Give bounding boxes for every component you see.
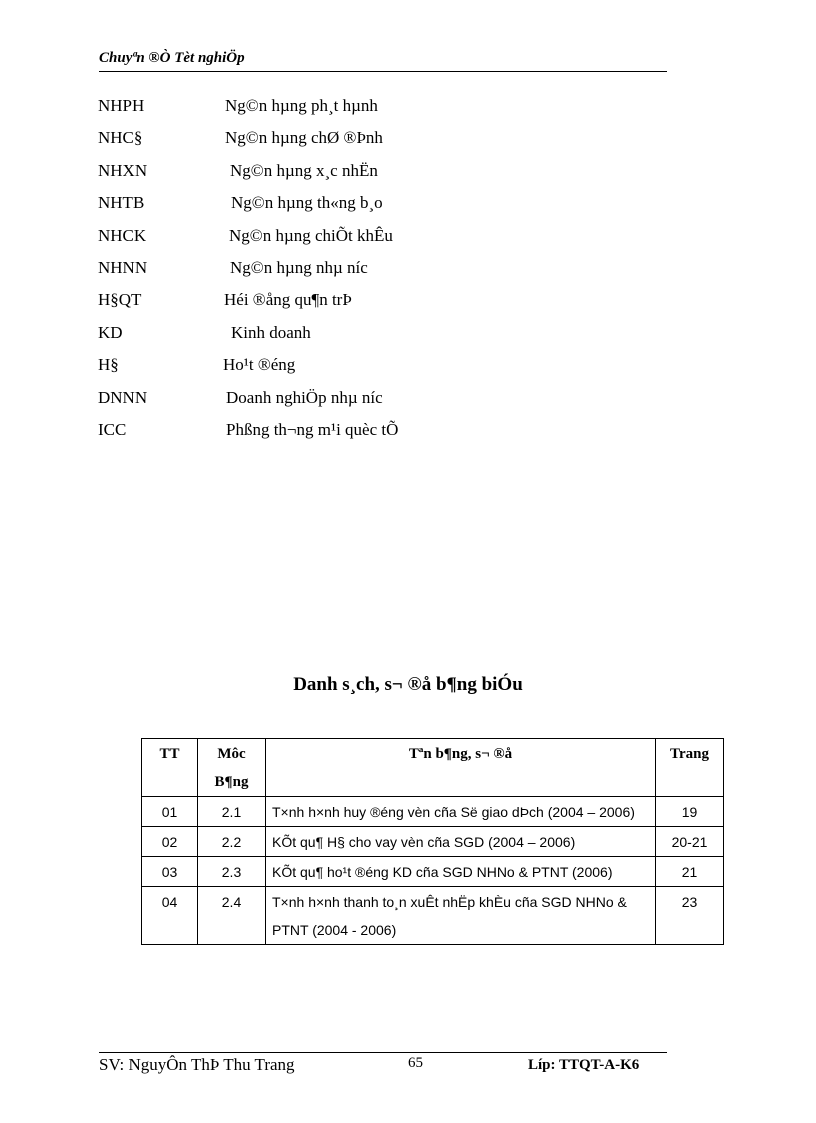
abbreviation-code: NHPH [98, 96, 145, 115]
abbreviation-row [98, 226, 498, 258]
abbreviation-desc: Doanh nghiÖp nhµ níc [226, 387, 383, 407]
column-header-tt: TT [142, 739, 198, 797]
table-row [142, 827, 724, 857]
section-title: Danh s¸ch, s¬ ®å b¶ng biÓu [293, 674, 523, 695]
abbreviation-list [98, 96, 498, 452]
cell-ten: T×nh h×nh thanh to¸n xuÊt nhËp khÈu cña SGD NHNo & PTNT (2004 - 2006) [266, 887, 656, 945]
footer-page-number: 65 [408, 1055, 423, 1071]
abbreviation-row [98, 290, 498, 322]
header-rule [99, 71, 667, 72]
abbreviation-code: NHCK [98, 225, 147, 245]
cell-trang: 19 [656, 797, 724, 827]
abbreviation-code: H§QT [98, 290, 142, 310]
abbreviation-row [98, 420, 498, 452]
cell-muc: 2.2 [198, 827, 266, 857]
abbreviation-code: NHTB [98, 193, 145, 213]
abbreviation-row [98, 161, 498, 193]
cell-tt: 02 [142, 827, 198, 857]
abbreviation-row [98, 323, 498, 355]
abbreviation-code: NHXN [98, 160, 148, 180]
cell-trang: 20-21 [656, 827, 724, 857]
footer-class: Líp: TTQT-A-K6 [528, 1057, 640, 1073]
abbreviation-row [98, 128, 498, 160]
abbreviation-desc: Ho¹t ®éng [223, 355, 296, 375]
table-row [142, 887, 724, 945]
cell-ten: KÕt qu¶ ho¹t ®éng KD cña SGD NHNo & PTNT (2006) [266, 857, 656, 887]
page-header: Chuyªn ®Ò Tèt nghiÖp [99, 50, 245, 66]
table-header-row [142, 739, 724, 797]
column-header-muc-bang: Môc B¶ng [198, 739, 266, 797]
abbreviation-code: NHC§ [98, 128, 143, 148]
abbreviation-code: H§ [98, 355, 119, 375]
cell-trang: 23 [656, 887, 724, 945]
abbreviation-code: NHNN [98, 257, 148, 277]
abbreviation-desc: Ng©n hµng th«ng b¸o [231, 193, 383, 213]
abbreviation-desc: Ng©n hµng chiÕt khÊu [229, 225, 393, 245]
column-header-trang: Trang [656, 739, 724, 797]
cell-tt: 03 [142, 857, 198, 887]
abbreviation-row [98, 193, 498, 225]
cell-muc: 2.3 [198, 857, 266, 887]
abbreviation-desc: Ng©n hµng ph¸t hµnh [225, 96, 378, 115]
abbreviation-desc: Ng©n hµng nhµ níc [230, 257, 368, 277]
abbreviation-row [98, 388, 498, 420]
cell-ten: KÕt qu¶ H§ cho vay vèn cña SGD (2004 – 2006) [266, 827, 656, 857]
abbreviation-code: ICC [98, 419, 127, 439]
cell-tt: 04 [142, 887, 198, 945]
abbreviation-desc: Ng©n hµng chØ ®Þnh [225, 128, 383, 148]
abbreviation-desc: Kinh doanh [231, 322, 311, 342]
footer-student-name: SV: NguyÔn ThÞ Thu Trang [99, 1055, 295, 1074]
cell-trang: 21 [656, 857, 724, 887]
abbreviation-row [98, 355, 498, 387]
table-row [142, 857, 724, 887]
table-row [142, 797, 724, 827]
abbreviation-desc: Ng©n hµng x¸c nhËn [230, 160, 378, 180]
figures-table [141, 738, 724, 945]
cell-muc: 2.1 [198, 797, 266, 827]
cell-tt: 01 [142, 797, 198, 827]
abbreviation-desc: Héi ®ång qu¶n trÞ [224, 290, 352, 310]
cell-ten: T×nh h×nh huy ®éng vèn cña Së giao dÞch (2004 – 2006) [266, 797, 656, 827]
abbreviation-desc: Phßng th¬ng m¹i quèc tÕ [226, 419, 399, 439]
abbreviation-row [98, 258, 498, 290]
abbreviation-code: KD [98, 322, 123, 342]
abbreviation-row [98, 96, 498, 128]
cell-muc: 2.4 [198, 887, 266, 945]
footer-rule [99, 1052, 667, 1053]
column-header-ten: Tªn b¶ng, s¬ ®å [266, 739, 656, 797]
abbreviation-code: DNNN [98, 387, 148, 407]
